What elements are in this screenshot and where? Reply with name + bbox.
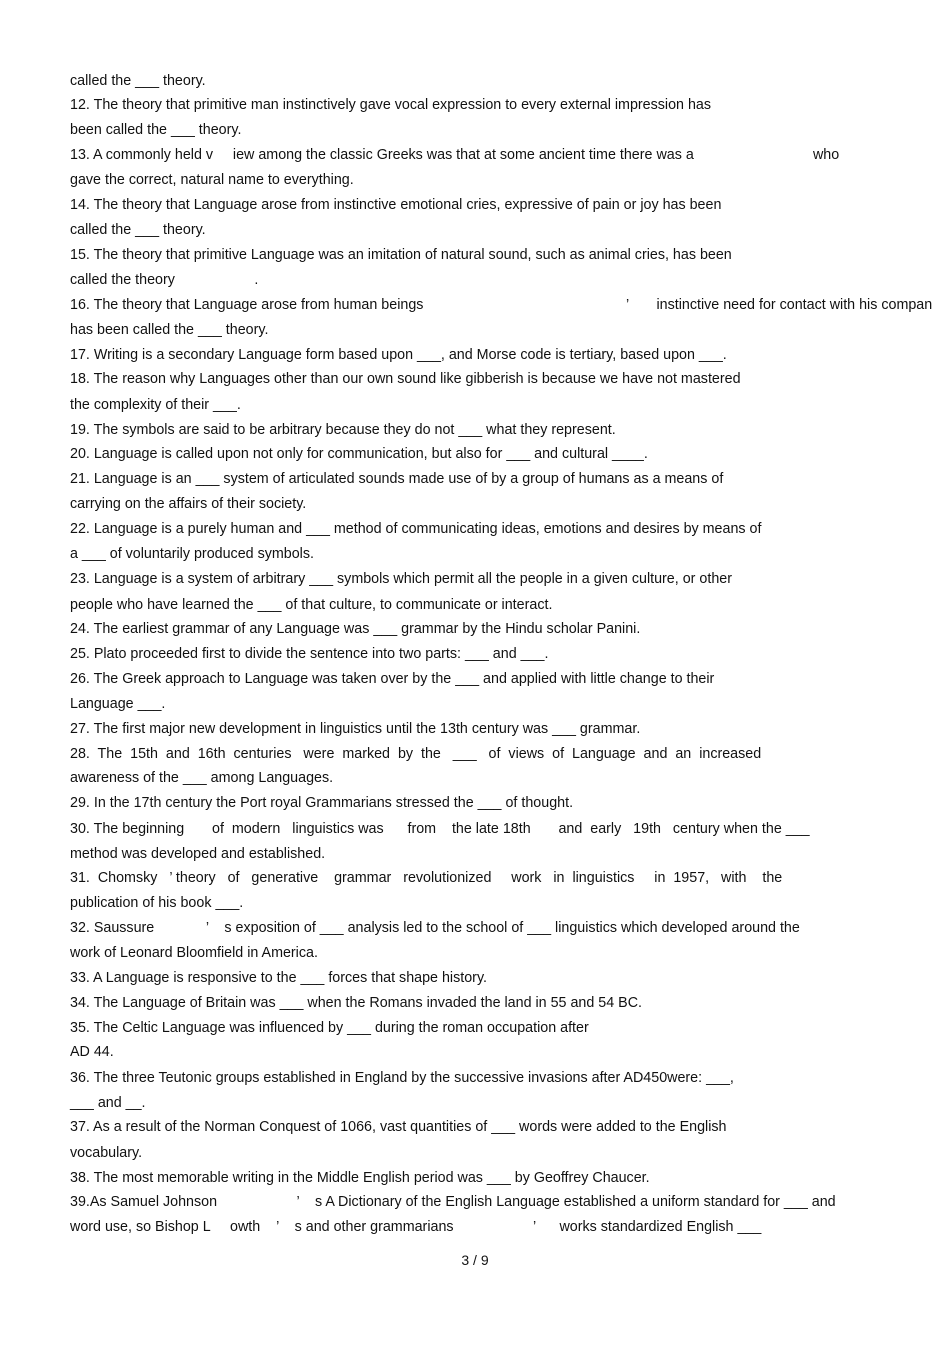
text-line: called the ___ theory. — [70, 73, 206, 89]
text-line: method was developed and established. — [70, 846, 326, 862]
text-line: 35. The Celtic Language was influenced by ___ during the roman occupation after — [70, 1020, 589, 1036]
text-line: a ___ of voluntarily produced symbols. — [70, 546, 314, 562]
text-line: 29. In the 17th century the Port royal Grammarians stressed the ___ of thought. — [70, 795, 574, 811]
text-line: 22. Language is a purely human and ___ method of communicating ideas, emotions and desires by means of — [70, 521, 762, 537]
text-line: 14. The theory that Language arose from instinctive emotional cries, expressive of pain or joy has been — [70, 197, 722, 213]
text-line: 26. The Greek approach to Language was taken over by the ___ and applied with little change to their — [70, 671, 715, 687]
text-line: people who have learned the ___ of that culture, to communicate or interact. — [70, 597, 553, 613]
text-line: 12. The theory that primitive man instinctively gave vocal expression to every external impression has — [70, 97, 712, 113]
text-line: 32. Saussure ’ s exposition of ___ analysis led to the school of ___ linguistics which developed around the — [70, 920, 800, 936]
text-line: 36. The three Teutonic groups established in England by the successive invasions after AD450were: ___, — [70, 1070, 734, 1086]
text-line: 16. The theory that Language arose from human beings ’ instinctive need for contact with his compan — [70, 297, 933, 313]
text-line: 33. A Language is responsive to the ___ forces that shape history. — [70, 970, 488, 986]
text-line: AD 44. — [70, 1044, 114, 1060]
text-line: 24. The earliest grammar of any Language was ___ grammar by the Hindu scholar Panini. — [70, 621, 641, 637]
text-line: called the theory . — [70, 272, 259, 288]
text-line: been called the ___ theory. — [70, 122, 242, 138]
text-line: 30. The beginning of modern linguistics was from the late 18th and early 19th century when the ___ — [70, 821, 810, 837]
text-line: Language ___. — [70, 696, 166, 712]
text-line: ___ and __. — [70, 1095, 146, 1111]
text-line: 18. The reason why Languages other than our own sound like gibberish is because we have not mastered — [70, 371, 741, 387]
text-line: 15. The theory that primitive Language was an imitation of natural sound, such as animal cries, has been — [70, 247, 732, 263]
text-line: 28. The 15th and 16th centuries were marked by the ___ of views of Language and an increased — [70, 746, 762, 762]
text-line: gave the correct, natural name to everything. — [70, 172, 354, 188]
text-line: word use, so Bishop L owth ’ s and other grammarians ’ works standardized English ___ — [70, 1219, 762, 1235]
text-line: 19. The symbols are said to be arbitrary because they do not ___ what they represent. — [70, 422, 616, 438]
page-number: 3 / 9 — [461, 1252, 489, 1268]
text-line: the complexity of their ___. — [70, 397, 241, 413]
text-line: publication of his book ___. — [70, 895, 244, 911]
text-line: 27. The first major new development in linguistics until the 13th century was ___ grammar. — [70, 721, 641, 737]
text-line: awareness of the ___ among Languages. — [70, 770, 334, 786]
text-line: vocabulary. — [70, 1145, 143, 1161]
text-line: 13. A commonly held v iew among the classic Greeks was that at some ancient time there was a who — [70, 147, 840, 163]
text-line: carrying on the affairs of their society. — [70, 496, 307, 512]
text-line: 17. Writing is a secondary Language form based upon ___, and Morse code is tertiary, based upon ___. — [70, 347, 727, 363]
text-line: 23. Language is a system of arbitrary ___ symbols which permit all the people in a given culture, or other — [70, 571, 732, 587]
text-line: 34. The Language of Britain was ___ when the Romans invaded the land in 55 and 54 BC. — [70, 995, 643, 1011]
text-line: 37. As a result of the Norman Conquest of 1066, vast quantities of ___ words were added to the English — [70, 1119, 727, 1135]
text-line: called the ___ theory. — [70, 222, 206, 238]
text-line: 25. Plato proceeded first to divide the sentence into two parts: ___ and ___. — [70, 646, 549, 662]
text-line: 38. The most memorable writing in the Middle English period was ___ by Geoffrey Chaucer. — [70, 1170, 650, 1186]
text-line: work of Leonard Bloomfield in America. — [70, 945, 318, 961]
text-line: 39.As Samuel Johnson ’ s A Dictionary of the English Language established a uniform standard for ___ and — [70, 1194, 836, 1210]
text-line: has been called the ___ theory. — [70, 322, 269, 338]
text-line: 20. Language is called upon not only for communication, but also for ___ and cultural ____. — [70, 446, 648, 462]
text-line: 21. Language is an ___ system of articulated sounds made use of by a group of humans as a means of — [70, 471, 724, 487]
text-line: 31. Chomsky ’ theory of generative grammar revolutionized work in linguistics in 1957, with the — [70, 870, 783, 886]
